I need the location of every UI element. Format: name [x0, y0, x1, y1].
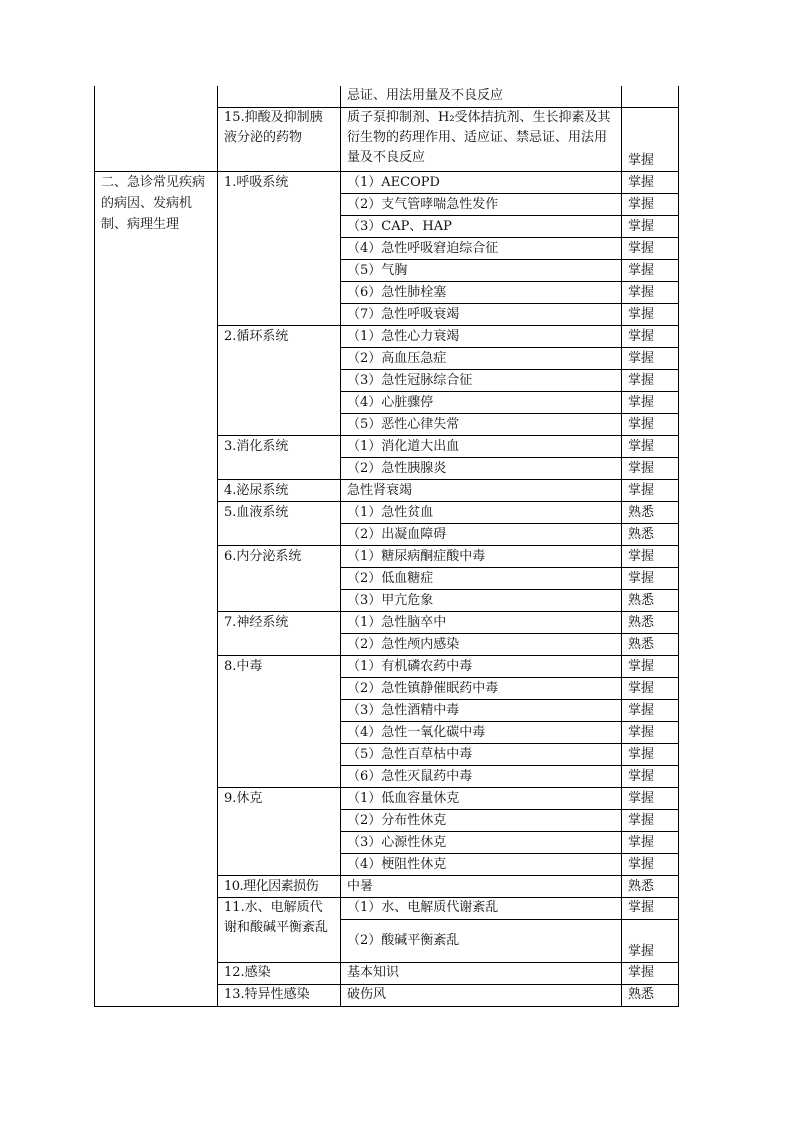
level-cell: 掌握 — [622, 414, 679, 436]
level-cell: 熟悉 — [622, 590, 679, 612]
level-cell: 掌握 — [622, 348, 679, 370]
topic-cell: 11.水、电解质代谢和酸碱平衡紊乱 — [218, 898, 341, 963]
content-cell: （2）低血糖症 — [341, 568, 622, 590]
level-cell: 掌握 — [622, 700, 679, 722]
content-cell: （3）甲亢危象 — [341, 590, 622, 612]
content-cell: （3）心源性休克 — [341, 832, 622, 854]
topic-cell: 7.神经系统 — [218, 612, 341, 656]
content-cell: （2）分布性休克 — [341, 810, 622, 832]
content-cell: （2）急性镇静催眠药中毒 — [341, 678, 622, 700]
syllabus-table — [94, 86, 679, 1007]
content-cell: （2）急性胰腺炎 — [341, 458, 622, 480]
topic-cell: 13.特异性感染 — [218, 985, 341, 1007]
level-cell: 掌握 — [622, 546, 679, 568]
level-cell: 掌握 — [622, 656, 679, 678]
content-cell: （1）有机磷农药中毒 — [341, 656, 622, 678]
content-cell: （2）急性颅内感染 — [341, 634, 622, 656]
level-cell: 掌握 — [622, 216, 679, 238]
content-cell: （3）CAP、HAP — [341, 216, 622, 238]
level-cell: 掌握 — [622, 568, 679, 590]
topic-cell: 6.内分泌系统 — [218, 546, 341, 612]
content-cell: （5）气胸 — [341, 260, 622, 282]
content-cell: （3）急性酒精中毒 — [341, 700, 622, 722]
content-cell: （1）消化道大出血 — [341, 436, 622, 458]
level-cell: 掌握 — [622, 810, 679, 832]
content-cell: （2）出凝血障碍 — [341, 524, 622, 546]
table-row — [95, 86, 679, 108]
level-cell: 掌握 — [622, 898, 679, 920]
content-cell: 中暑 — [341, 876, 622, 898]
topic-cell: 4.泌尿系统 — [218, 480, 341, 502]
level-cell: 掌握 — [622, 260, 679, 282]
level-cell: 熟悉 — [622, 524, 679, 546]
level-cell: 掌握 — [622, 744, 679, 766]
content-cell: 急性肾衰竭 — [341, 480, 622, 502]
content-cell: （4）心脏骤停 — [341, 392, 622, 414]
level-cell: 掌握 — [622, 370, 679, 392]
level-cell: 掌握 — [622, 238, 679, 260]
content-cell: （3）急性冠脉综合征 — [341, 370, 622, 392]
content-cell: （2）酸碱平衡紊乱 — [341, 920, 622, 963]
content-cell: 质子泵抑制剂、H₂受体拮抗剂、生长抑素及其衍生物的药理作用、适应证、禁忌证、用法用量及不良反应 — [341, 108, 622, 172]
level-cell: 掌握 — [622, 282, 679, 304]
content-cell: （1）低血容量休克 — [341, 788, 622, 810]
level-cell: 掌握 — [622, 392, 679, 414]
level-cell: 掌握 — [622, 480, 679, 502]
content-cell: （6）急性肺栓塞 — [341, 282, 622, 304]
level-cell: 掌握 — [622, 194, 679, 216]
level-cell: 掌握 — [622, 766, 679, 788]
table-row — [95, 172, 679, 194]
topic-cell: 2.循环系统 — [218, 326, 341, 436]
level-cell: 掌握 — [622, 326, 679, 348]
level-cell: 掌握 — [622, 832, 679, 854]
topic-cell: 1.呼吸系统 — [218, 172, 341, 326]
level-cell: 掌握 — [622, 678, 679, 700]
level-cell: 熟悉 — [622, 985, 679, 1007]
level-cell: 掌握 — [622, 722, 679, 744]
topic-cell: 12.感染 — [218, 963, 341, 985]
topic-cell: 3.消化系统 — [218, 436, 341, 480]
level-cell: 掌握 — [622, 920, 679, 963]
topic-cell: 5.血液系统 — [218, 502, 341, 546]
content-cell: （1）急性心力衰竭 — [341, 326, 622, 348]
content-cell: （1）水、电解质代谢紊乱 — [341, 898, 622, 920]
content-cell: （1）急性脑卒中 — [341, 612, 622, 634]
content-cell: 基本知识 — [341, 963, 622, 985]
content-cell: （7）急性呼吸衰竭 — [341, 304, 622, 326]
level-cell: 熟悉 — [622, 876, 679, 898]
level-cell: 掌握 — [622, 854, 679, 876]
level-cell: 掌握 — [622, 458, 679, 480]
topic-cell: 9.休克 — [218, 788, 341, 876]
content-cell: 破伤风 — [341, 985, 622, 1007]
content-cell: （5）恶性心律失常 — [341, 414, 622, 436]
content-cell: （1）急性贫血 — [341, 502, 622, 524]
content-cell: （5）急性百草枯中毒 — [341, 744, 622, 766]
content-cell: （4）急性呼吸窘迫综合征 — [341, 238, 622, 260]
content-cell: 忌证、用法用量及不良反应 — [341, 86, 622, 108]
content-cell: （4）梗阻性休克 — [341, 854, 622, 876]
content-cell: （2）高血压急症 — [341, 348, 622, 370]
content-cell: （6）急性灭鼠药中毒 — [341, 766, 622, 788]
level-cell: 熟悉 — [622, 612, 679, 634]
level-cell: 掌握 — [622, 788, 679, 810]
content-cell: （1）糖尿病酮症酸中毒 — [341, 546, 622, 568]
level-cell: 掌握 — [622, 108, 679, 172]
level-cell: 熟悉 — [622, 634, 679, 656]
content-cell: （4）急性一氧化碳中毒 — [341, 722, 622, 744]
topic-cell: 15.抑酸及抑制胰液分泌的药物 — [218, 108, 341, 172]
content-cell: （1）AECOPD — [341, 172, 622, 194]
level-cell: 掌握 — [622, 172, 679, 194]
level-cell: 掌握 — [622, 436, 679, 458]
content-cell: （2）支气管哮喘急性发作 — [341, 194, 622, 216]
level-cell: 熟悉 — [622, 502, 679, 524]
level-cell: 掌握 — [622, 963, 679, 985]
topic-cell: 10.理化因素损伤 — [218, 876, 341, 898]
section-title: 二、急诊常见疾病的病因、发病机制、病理生理 — [95, 172, 218, 1007]
topic-cell: 8.中毒 — [218, 656, 341, 788]
level-cell: 掌握 — [622, 304, 679, 326]
